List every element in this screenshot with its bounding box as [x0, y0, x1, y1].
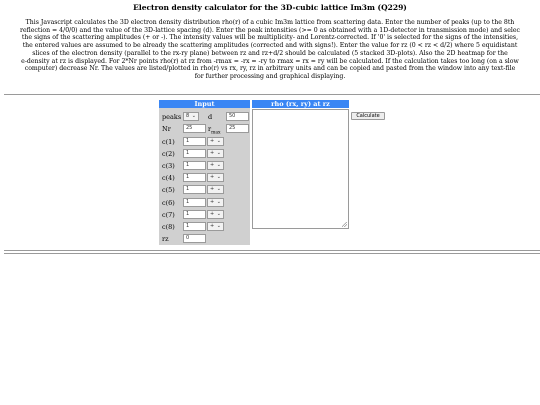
chevron-down-icon: ⌄ — [216, 223, 221, 229]
rmax-label — [208, 125, 221, 135]
nr-label: Nr — [162, 125, 171, 133]
description-text: This Javascript calculates the 3D electron density distribution rho(r) of a cubic Im3m lattice from scattering data. Enter the number of peaks (up to the 8th reflection = 4/0/0) and the value of the 3D-lattice spacing (d). Enter the peak intensities (>= 0 as obtained with a 1D-detector in transmission mode) and selec the signs of the scattering amplitudes (+ or -). The intensity values will be multiplicity- and Lorentz-corrected. If '0' is selected for the signs of the intensities, the entered values are assumed to be already the scattering amplitudes (corrected and with signs!). Enter the value for rz (0 < rz < d/2) where 5 equidistant slices of the electron density (parallel to the rx-ry plane) between rz and rz+d/2 should be calculated (5 stacked 3D-plots). Also the 2D heatmap for the e-density at rz is displayed. For 2*Nr points rho(r) at rz from -rmax = -rx = -ry to rmax = rx = ry will be calculated. If the calculation takes too long (on a slow computer) decrease Nr. The values are listed/plotted in rho(r) vs rx, ry, rz in arbitrary units and can be copied and pasted from the window into any text-file for further processing and graphical displaying. — [20, 19, 520, 80]
c7-input[interactable]: 1 — [183, 210, 206, 219]
c6-input[interactable]: 1 — [183, 198, 206, 207]
page-title: Electron density calculator for the 3D-cubic lattice Im3m (Q229) — [133, 3, 407, 12]
c6-sign-value: + — [210, 199, 215, 205]
c4-sign-value: + — [210, 174, 215, 180]
rmax-input[interactable]: 25 — [226, 124, 249, 133]
c8-sign-select[interactable] — [207, 222, 224, 231]
c7-label: c(7) — [162, 211, 175, 219]
c8-sign-value: + — [210, 223, 215, 229]
c2-label: c(2) — [162, 150, 175, 158]
c6-label: c(6) — [162, 199, 175, 207]
chevron-down-icon: ⌄ — [216, 150, 221, 156]
chevron-down-icon: ⌄ — [216, 162, 221, 168]
rz-input[interactable]: 0 — [183, 234, 206, 243]
nr-input[interactable]: 25 — [183, 124, 206, 133]
c1-label: c(1) — [162, 138, 175, 146]
c2-input[interactable]: 1 — [183, 149, 206, 158]
peaks-select[interactable] — [183, 112, 199, 121]
c7-sign-value: + — [210, 211, 215, 217]
chevron-down-icon: ⌄ — [216, 186, 221, 192]
divider-bottom-2 — [4, 253, 540, 254]
output-header: rho (rx, ry) at rz — [252, 100, 349, 108]
c7-sign-select[interactable] — [207, 210, 224, 219]
c3-sign-select[interactable] — [207, 161, 224, 170]
c2-sign-select[interactable] — [207, 149, 224, 158]
c6-sign-select[interactable] — [207, 198, 224, 207]
divider-top — [4, 94, 540, 95]
chevron-down-icon: ⌄ — [216, 199, 221, 205]
rz-label: rz — [162, 235, 169, 243]
chevron-down-icon: ⌄ — [216, 138, 221, 144]
output-textarea[interactable] — [252, 109, 349, 229]
c3-label: c(3) — [162, 162, 175, 170]
c1-sign-value: + — [210, 138, 215, 144]
chevron-down-icon: ⌄ — [216, 211, 221, 217]
c5-input[interactable]: 1 — [183, 185, 206, 194]
c1-sign-select[interactable] — [207, 137, 224, 146]
chevron-down-icon: ⌄ — [216, 174, 221, 180]
resize-grip-icon[interactable] — [342, 222, 347, 227]
c4-input[interactable]: 1 — [183, 173, 206, 182]
c8-input[interactable]: 1 — [183, 222, 206, 231]
divider-bottom-1 — [4, 250, 540, 251]
c4-label: c(4) — [162, 174, 175, 182]
chevron-down-icon: ⌄ — [191, 113, 196, 119]
peaks-label: peaks — [162, 113, 182, 121]
c1-input[interactable]: 1 — [183, 137, 206, 146]
c2-sign-value: + — [210, 150, 215, 156]
peaks-select-value: 8 — [186, 113, 190, 119]
rmax-label-main: r — [208, 125, 212, 133]
calculate-button[interactable]: Calculate — [351, 112, 385, 120]
c5-label: c(5) — [162, 186, 175, 194]
c3-input[interactable]: 1 — [183, 161, 206, 170]
c5-sign-value: + — [210, 186, 215, 192]
d-label: d — [208, 113, 213, 121]
c3-sign-value: + — [210, 162, 215, 168]
rmax-label-sub: max — [211, 130, 221, 136]
d-input[interactable]: 50 — [226, 112, 249, 121]
c5-sign-select[interactable] — [207, 185, 224, 194]
c4-sign-select[interactable] — [207, 173, 224, 182]
input-header: Input — [159, 100, 250, 108]
c8-label: c(8) — [162, 223, 175, 231]
